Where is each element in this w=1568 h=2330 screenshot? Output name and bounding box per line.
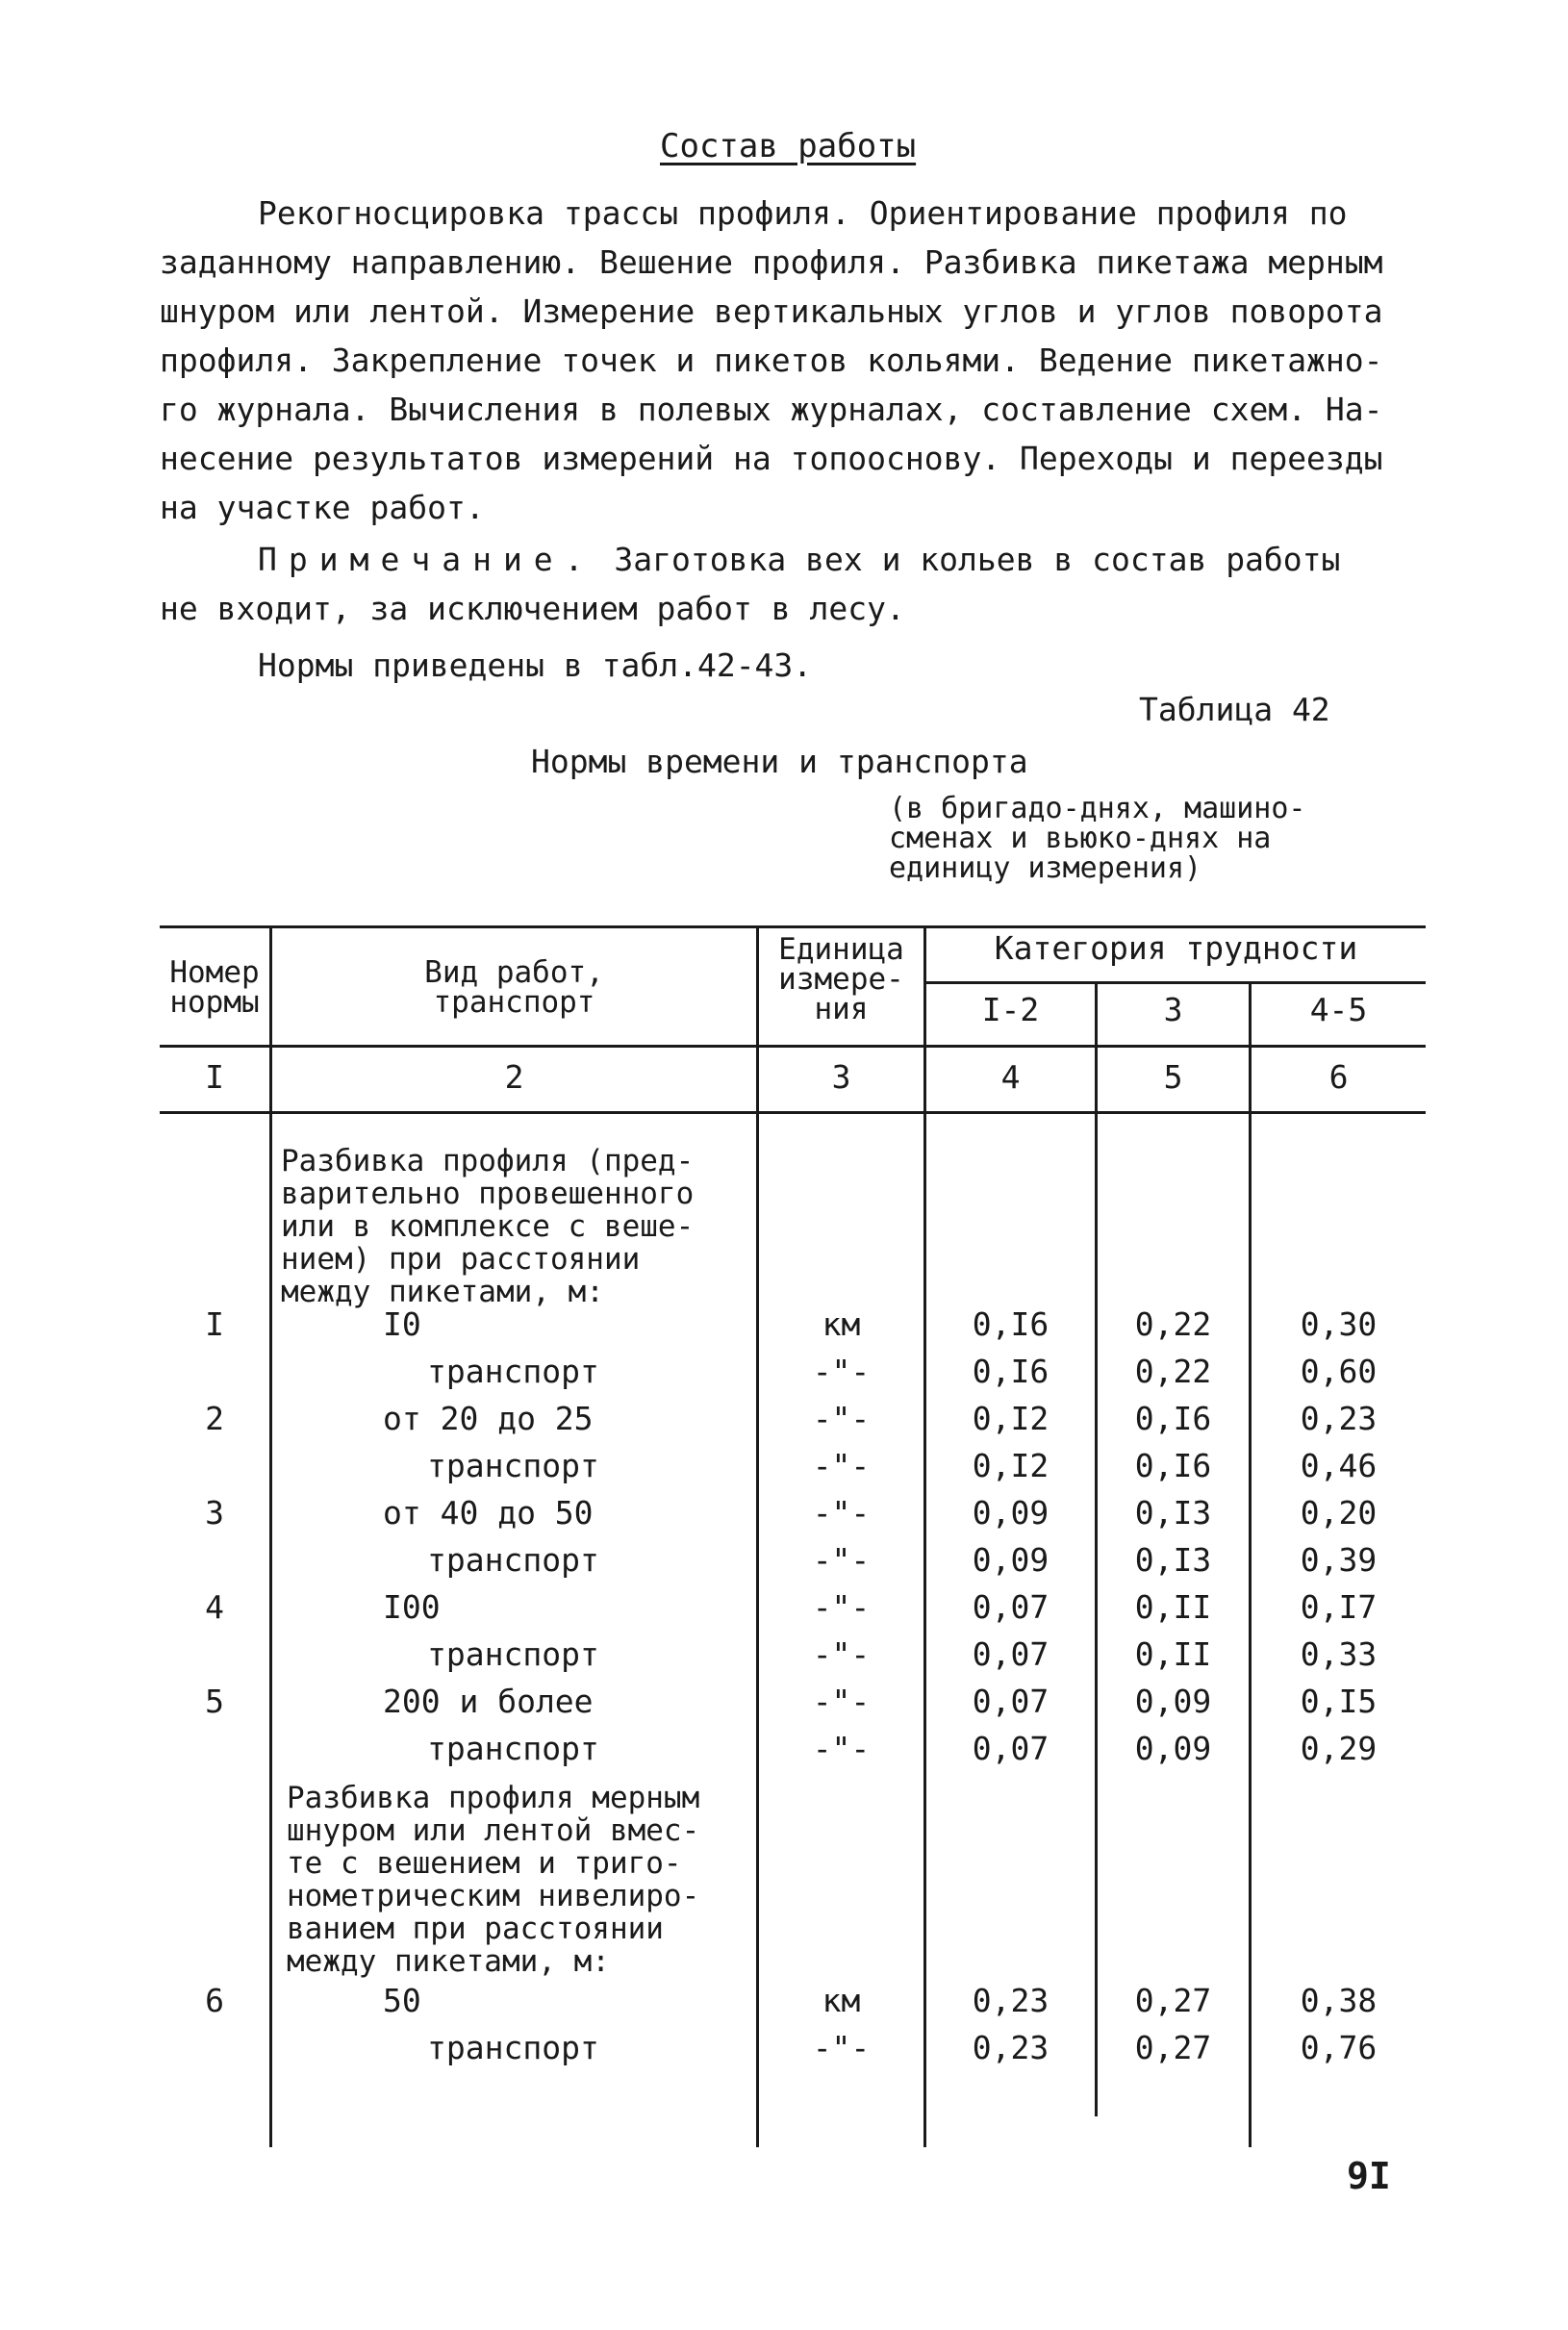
category-2-value: 0,09 bbox=[1134, 1730, 1212, 1767]
category-2-value: 0,I3 bbox=[1134, 1494, 1212, 1532]
unit: -"- bbox=[812, 1400, 871, 1437]
table-rule bbox=[160, 1111, 1426, 1114]
category-1-value: 0,09 bbox=[972, 1541, 1050, 1579]
category-1-value: 0,07 bbox=[972, 1588, 1050, 1626]
table-rule bbox=[269, 925, 272, 2147]
header-unit: Единица измере- ния bbox=[778, 932, 904, 1026]
table-number: Таблица 42 bbox=[1139, 691, 1330, 728]
category-3-value: 0,76 bbox=[1300, 2029, 1378, 2066]
category-3-value: 0,38 bbox=[1300, 1982, 1378, 2019]
category-1-value: 0,I2 bbox=[972, 1400, 1050, 1437]
category-3-value: 0,I5 bbox=[1300, 1683, 1378, 1720]
table-rule bbox=[923, 925, 926, 2147]
header-category: Категория трудности bbox=[994, 929, 1358, 967]
units-note: (в бригадо-днях, машино-сменах и вьюко-днях на единицу измерения) bbox=[889, 792, 1306, 885]
unit: -"- bbox=[812, 1588, 871, 1626]
category-2-value: 0,II bbox=[1134, 1635, 1212, 1673]
unit: -"- bbox=[812, 1541, 871, 1579]
work-type: транспорт bbox=[427, 1541, 599, 1579]
note-label: Примечание. bbox=[258, 541, 595, 578]
paragraph-line: профиля. Закрепление точек и пикетов кольями. Ведение пикетажно- bbox=[160, 342, 1383, 379]
category-2-value: 0,22 bbox=[1134, 1305, 1212, 1343]
norm-number: I bbox=[205, 1305, 224, 1343]
work-type: транспорт bbox=[427, 1730, 599, 1767]
category-3-value: 0,39 bbox=[1300, 1541, 1378, 1579]
norm-number: 3 bbox=[205, 1494, 224, 1532]
table-title: Нормы времени и транспорта bbox=[531, 743, 1028, 780]
header-cat-1: I-2 bbox=[981, 991, 1040, 1028]
table-rule bbox=[160, 1045, 1426, 1048]
category-2-value: 0,I3 bbox=[1134, 1541, 1212, 1579]
table-rule bbox=[756, 925, 759, 2147]
category-2-value: 0,27 bbox=[1134, 1982, 1212, 2019]
work-type: от 20 до 25 bbox=[383, 1400, 594, 1437]
paragraph-line: го журнала. Вычисления в полевых журналах, составление схем. На- bbox=[160, 391, 1383, 428]
paragraph-line: на участке работ. bbox=[160, 489, 485, 526]
unit: -"- bbox=[812, 2029, 871, 2066]
category-3-value: 0,I7 bbox=[1300, 1588, 1378, 1626]
category-2-value: 0,22 bbox=[1134, 1353, 1212, 1390]
column-number: 3 bbox=[831, 1058, 851, 1096]
unit: км bbox=[822, 1982, 861, 2019]
work-type: I00 bbox=[383, 1588, 441, 1626]
page-number: 9I bbox=[1347, 2155, 1391, 2197]
table-rule bbox=[160, 925, 1426, 928]
section-description: Разбивка профиля (пред- варительно провешенного или в комплексе с веше- нием) при расстоянии между пикетами, м: bbox=[281, 1144, 695, 1309]
category-3-value: 0,60 bbox=[1300, 1353, 1378, 1390]
category-3-value: 0,23 bbox=[1300, 1400, 1378, 1437]
paragraph-line: Рекогносцировка трассы профиля. Ориентирование профиля по bbox=[258, 194, 1348, 232]
column-number: 5 bbox=[1163, 1058, 1183, 1096]
category-3-value: 0,33 bbox=[1300, 1635, 1378, 1673]
category-1-value: 0,I6 bbox=[972, 1353, 1050, 1390]
norm-number: 4 bbox=[205, 1588, 224, 1626]
work-type: 50 bbox=[383, 1982, 421, 2019]
category-2-value: 0,I6 bbox=[1134, 1447, 1212, 1484]
unit: -"- bbox=[812, 1447, 871, 1484]
unit: -"- bbox=[812, 1353, 871, 1390]
work-type: транспорт bbox=[427, 1635, 599, 1673]
category-2-value: 0,I6 bbox=[1134, 1400, 1212, 1437]
work-type: транспорт bbox=[427, 2029, 599, 2066]
category-1-value: 0,23 bbox=[972, 1982, 1050, 2019]
category-2-value: 0,II bbox=[1134, 1588, 1212, 1626]
category-1-value: 0,I2 bbox=[972, 1447, 1050, 1484]
header-work-type: Вид работ, транспорт bbox=[424, 955, 604, 1020]
category-3-value: 0,29 bbox=[1300, 1730, 1378, 1767]
work-type: 200 и более bbox=[383, 1683, 594, 1720]
work-type: от 40 до 50 bbox=[383, 1494, 594, 1532]
paragraph-line: несение результатов измерений на топооснову. Переходы и переезды bbox=[160, 440, 1383, 477]
category-1-value: 0,07 bbox=[972, 1635, 1050, 1673]
paragraph-line: шнуром или лентой. Измерение вертикальных углов и углов поворота bbox=[160, 292, 1383, 330]
work-type: транспорт bbox=[427, 1447, 599, 1484]
category-2-value: 0,27 bbox=[1134, 2029, 1212, 2066]
category-3-value: 0,46 bbox=[1300, 1447, 1378, 1484]
section-heading: Состав работы bbox=[660, 127, 917, 165]
norm-number: 6 bbox=[205, 1982, 224, 2019]
category-1-value: 0,23 bbox=[972, 2029, 1050, 2066]
category-3-value: 0,30 bbox=[1300, 1305, 1378, 1343]
header-cat-3: 4-5 bbox=[1309, 991, 1368, 1028]
category-3-value: 0,20 bbox=[1300, 1494, 1378, 1532]
header-norm-no: Номер нормы bbox=[169, 955, 260, 1020]
unit: -"- bbox=[812, 1683, 871, 1720]
column-number: 2 bbox=[504, 1058, 524, 1096]
norm-number: 5 bbox=[205, 1683, 224, 1720]
category-2-value: 0,09 bbox=[1134, 1683, 1212, 1720]
norm-number: 2 bbox=[205, 1400, 224, 1437]
column-number: 6 bbox=[1328, 1058, 1349, 1096]
norms-reference: Нормы приведены в табл.42-43. bbox=[258, 646, 813, 684]
unit: км bbox=[822, 1305, 861, 1343]
header-cat-2: 3 bbox=[1163, 991, 1183, 1028]
unit: -"- bbox=[812, 1494, 871, 1532]
work-type: I0 bbox=[383, 1305, 421, 1343]
category-1-value: 0,09 bbox=[972, 1494, 1050, 1532]
category-1-value: 0,07 bbox=[972, 1730, 1050, 1767]
unit: -"- bbox=[812, 1730, 871, 1767]
work-type: транспорт bbox=[427, 1353, 599, 1390]
paragraph-line: заданному направлению. Вешение профиля. Разбивка пикетажа мерным bbox=[160, 243, 1383, 281]
category-1-value: 0,07 bbox=[972, 1683, 1050, 1720]
column-number: I bbox=[205, 1058, 224, 1096]
unit: -"- bbox=[812, 1635, 871, 1673]
table-rule bbox=[925, 981, 1426, 984]
column-number: 4 bbox=[1000, 1058, 1021, 1096]
category-1-value: 0,I6 bbox=[972, 1305, 1050, 1343]
note-text: Заготовка вех и кольев в состав работы bbox=[614, 541, 1341, 578]
section-description: Разбивка профиля мерным шнуром или лентой вмес- те с вешением и триго- нометрическим нивелиро- ванием при расстоянии между пикетами, м: bbox=[287, 1781, 700, 1979]
note-text: не входит, за исключением работ в лесу. bbox=[160, 590, 905, 627]
